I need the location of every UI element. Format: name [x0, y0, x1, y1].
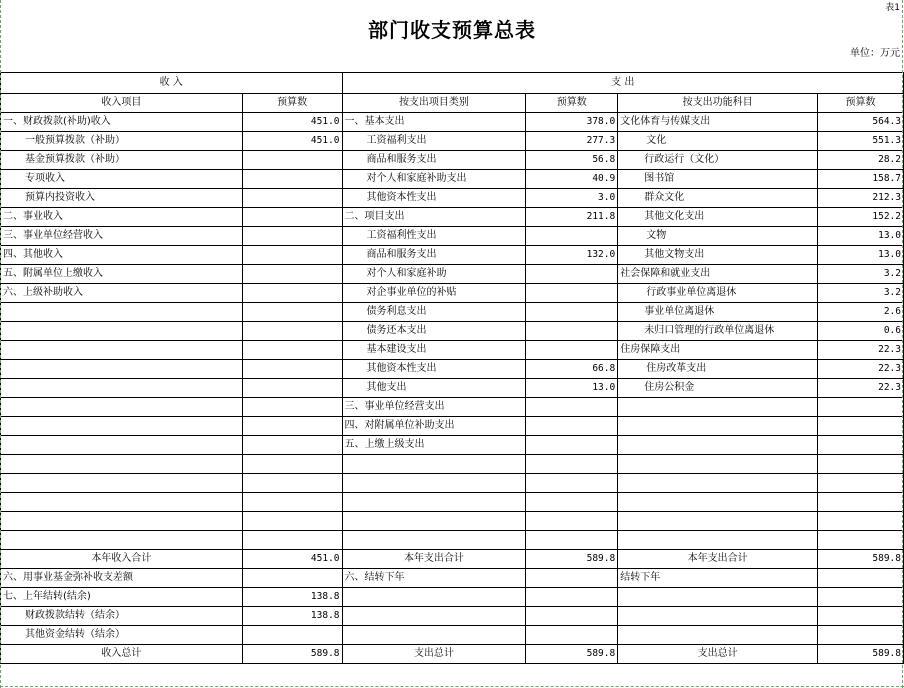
func-budget-cell: 13.0 — [818, 227, 904, 246]
income-item-cell: 本年收入合计 — [1, 550, 243, 569]
sheet-number: 表1 — [885, 3, 900, 13]
econ-category-cell — [342, 455, 526, 474]
income-item-cell: 收入总计 — [1, 645, 243, 664]
income-item-cell: 预算内投资收入 — [1, 189, 243, 208]
func-subject-cell — [618, 493, 818, 512]
econ-category-cell — [342, 588, 526, 607]
econ-category-cell: 工资福利性支出 — [342, 227, 526, 246]
income-budget-cell — [242, 227, 342, 246]
func-budget-cell: 589.8 — [818, 550, 904, 569]
income-item-cell — [1, 493, 243, 512]
func-subject-cell — [618, 607, 818, 626]
table-row — [1, 227, 904, 246]
income-item-cell — [1, 455, 243, 474]
econ-budget-cell — [526, 284, 618, 303]
econ-budget-cell — [526, 512, 618, 531]
func-subject-cell: 文化 — [618, 132, 818, 151]
income-budget-cell — [242, 151, 342, 170]
table-row — [1, 113, 904, 132]
table-row — [1, 512, 904, 531]
econ-budget-cell: 13.0 — [526, 379, 618, 398]
income-item-cell: 其他资金结转（结余） — [1, 626, 243, 645]
func-subject-cell: 行政事业单位离退休 — [618, 284, 818, 303]
func-budget-cell: 22.3 — [818, 360, 904, 379]
income-item-cell: 一般预算拨款（补助） — [1, 132, 243, 151]
econ-category-cell: 对个人和家庭补助支出 — [342, 170, 526, 189]
econ-category-cell: 六、结转下年 — [342, 569, 526, 588]
econ-category-cell: 商品和服务支出 — [342, 151, 526, 170]
header-row-2 — [1, 94, 904, 113]
econ-budget-header: 预算数 — [526, 94, 618, 113]
econ-budget-cell — [526, 417, 618, 436]
table-row — [1, 170, 904, 189]
income-item-cell: 专项收入 — [1, 170, 243, 189]
func-subject-cell — [618, 531, 818, 550]
econ-budget-cell: 589.8 — [526, 645, 618, 664]
econ-budget-cell — [526, 455, 618, 474]
income-budget-cell — [242, 474, 342, 493]
func-subject-header: 按支出功能科目 — [618, 94, 818, 113]
income-budget-cell — [242, 189, 342, 208]
income-budget-cell — [242, 265, 342, 284]
income-item-cell — [1, 531, 243, 550]
table-row — [1, 474, 904, 493]
func-subject-cell: 住房改革支出 — [618, 360, 818, 379]
income-budget-header: 预算数 — [242, 94, 342, 113]
econ-category-cell: 其他资本性支出 — [342, 360, 526, 379]
func-subject-cell: 文化体育与传媒支出 — [618, 113, 818, 132]
income-item-cell: 四、其他收入 — [1, 246, 243, 265]
func-budget-cell: 551.3 — [818, 132, 904, 151]
econ-budget-cell — [526, 398, 618, 417]
econ-budget-cell: 277.3 — [526, 132, 618, 151]
income-budget-cell — [242, 284, 342, 303]
func-budget-cell — [818, 607, 904, 626]
econ-category-cell: 商品和服务支出 — [342, 246, 526, 265]
func-budget-cell: 3.2 — [818, 265, 904, 284]
table-row — [1, 417, 904, 436]
table-row — [1, 208, 904, 227]
econ-category-cell — [342, 512, 526, 531]
econ-budget-cell — [526, 531, 618, 550]
income-budget-cell — [242, 322, 342, 341]
income-budget-cell: 451.0 — [242, 132, 342, 151]
table-row — [1, 360, 904, 379]
func-budget-cell: 589.8 — [818, 645, 904, 664]
func-budget-cell: 212.3 — [818, 189, 904, 208]
income-budget-cell: 138.8 — [242, 607, 342, 626]
func-budget-cell: 2.6 — [818, 303, 904, 322]
econ-budget-cell — [526, 493, 618, 512]
table-row — [1, 246, 904, 265]
income-budget-cell: 589.8 — [242, 645, 342, 664]
income-item-cell: 六、用事业基金弥补收支差额 — [1, 569, 243, 588]
table-row — [1, 132, 904, 151]
func-budget-cell — [818, 588, 904, 607]
econ-category-cell — [342, 493, 526, 512]
income-budget-cell — [242, 303, 342, 322]
page-border-left — [0, 0, 1, 688]
func-budget-cell: 28.2 — [818, 151, 904, 170]
func-subject-cell — [618, 417, 818, 436]
table-row — [1, 645, 904, 664]
func-budget-cell — [818, 512, 904, 531]
income-budget-cell — [242, 493, 342, 512]
func-subject-cell — [618, 588, 818, 607]
func-subject-cell: 群众文化 — [618, 189, 818, 208]
income-item-cell: 六、上级补助收入 — [1, 284, 243, 303]
func-budget-cell — [818, 436, 904, 455]
table-row — [1, 531, 904, 550]
table-row — [1, 493, 904, 512]
func-subject-cell: 住房保障支出 — [618, 341, 818, 360]
income-header: 收 入 — [1, 73, 343, 94]
econ-category-cell: 基本建设支出 — [342, 341, 526, 360]
func-budget-cell — [818, 417, 904, 436]
econ-budget-cell — [526, 607, 618, 626]
income-item-cell — [1, 303, 243, 322]
income-budget-cell — [242, 417, 342, 436]
econ-budget-cell: 66.8 — [526, 360, 618, 379]
table-row — [1, 265, 904, 284]
func-budget-cell: 152.2 — [818, 208, 904, 227]
income-budget-cell: 451.0 — [242, 550, 342, 569]
table-row — [1, 550, 904, 569]
func-subject-cell: 其他文物支出 — [618, 246, 818, 265]
income-item-cell: 二、事业收入 — [1, 208, 243, 227]
econ-budget-cell — [526, 322, 618, 341]
func-budget-cell — [818, 531, 904, 550]
econ-budget-cell — [526, 265, 618, 284]
income-item-cell — [1, 436, 243, 455]
income-budget-cell — [242, 170, 342, 189]
table-row — [1, 398, 904, 417]
econ-budget-cell — [526, 341, 618, 360]
income-item-cell: 一、财政拨款(补助)收入 — [1, 113, 243, 132]
econ-category-cell: 一、基本支出 — [342, 113, 526, 132]
econ-category-cell — [342, 607, 526, 626]
func-subject-cell — [618, 436, 818, 455]
income-budget-cell — [242, 455, 342, 474]
func-subject-cell: 未归口管理的行政单位离退休 — [618, 322, 818, 341]
econ-category-cell: 五、上缴上级支出 — [342, 436, 526, 455]
unit-label: 单位：万元 — [850, 48, 900, 59]
func-subject-cell: 本年支出合计 — [618, 550, 818, 569]
func-budget-cell — [818, 398, 904, 417]
func-subject-cell: 文物 — [618, 227, 818, 246]
econ-category-cell: 三、事业单位经营支出 — [342, 398, 526, 417]
income-budget-cell — [242, 531, 342, 550]
func-budget-cell — [818, 455, 904, 474]
table-row — [1, 436, 904, 455]
econ-budget-cell — [526, 474, 618, 493]
income-item-cell: 三、事业单位经营收入 — [1, 227, 243, 246]
econ-budget-cell — [526, 436, 618, 455]
func-budget-cell — [818, 626, 904, 645]
econ-category-cell: 其他资本性支出 — [342, 189, 526, 208]
func-subject-cell: 住房公积金 — [618, 379, 818, 398]
func-budget-cell: 13.0 — [818, 246, 904, 265]
econ-budget-cell — [526, 626, 618, 645]
income-item-cell — [1, 341, 243, 360]
expense-header: 支 出 — [342, 73, 903, 94]
econ-category-cell: 本年支出合计 — [342, 550, 526, 569]
func-subject-cell: 其他文化支出 — [618, 208, 818, 227]
income-item-cell — [1, 360, 243, 379]
header-row-1 — [1, 73, 904, 94]
func-budget-cell — [818, 474, 904, 493]
func-budget-cell — [818, 493, 904, 512]
econ-budget-cell — [526, 588, 618, 607]
func-budget-cell: 22.3 — [818, 341, 904, 360]
func-subject-cell: 图书馆 — [618, 170, 818, 189]
income-budget-cell — [242, 569, 342, 588]
table-row — [1, 284, 904, 303]
econ-category-cell: 其他支出 — [342, 379, 526, 398]
income-budget-cell: 451.0 — [242, 113, 342, 132]
econ-category-cell — [342, 626, 526, 645]
econ-category-cell: 债务还本支出 — [342, 322, 526, 341]
econ-budget-cell — [526, 569, 618, 588]
table-row — [1, 189, 904, 208]
econ-budget-cell — [526, 227, 618, 246]
econ-category-cell: 二、项目支出 — [342, 208, 526, 227]
income-item-cell: 七、上年结转(结余) — [1, 588, 243, 607]
table-row — [1, 303, 904, 322]
income-budget-cell — [242, 398, 342, 417]
income-budget-cell — [242, 436, 342, 455]
func-subject-cell: 行政运行（文化） — [618, 151, 818, 170]
table-row — [1, 455, 904, 474]
table-row — [1, 379, 904, 398]
income-budget-cell — [242, 208, 342, 227]
income-budget-cell: 138.8 — [242, 588, 342, 607]
econ-budget-cell: 589.8 — [526, 550, 618, 569]
func-budget-cell: 3.2 — [818, 284, 904, 303]
econ-budget-cell: 132.0 — [526, 246, 618, 265]
income-item-cell — [1, 512, 243, 531]
income-item-cell — [1, 322, 243, 341]
econ-budget-cell: 40.9 — [526, 170, 618, 189]
func-subject-cell: 结转下年 — [618, 569, 818, 588]
income-budget-cell — [242, 626, 342, 645]
income-item-cell — [1, 474, 243, 493]
econ-category-cell: 支出总计 — [342, 645, 526, 664]
func-budget-cell — [818, 569, 904, 588]
econ-budget-cell — [526, 303, 618, 322]
econ-budget-cell: 211.8 — [526, 208, 618, 227]
income-budget-cell — [242, 360, 342, 379]
econ-budget-cell: 56.8 — [526, 151, 618, 170]
econ-category-cell: 对个人和家庭补助 — [342, 265, 526, 284]
func-subject-cell: 社会保障和就业支出 — [618, 265, 818, 284]
econ-category-cell: 对企事业单位的补贴 — [342, 284, 526, 303]
page-border-right — [902, 0, 903, 688]
income-budget-cell — [242, 512, 342, 531]
income-item-cell — [1, 398, 243, 417]
income-item-cell — [1, 417, 243, 436]
table-row — [1, 607, 904, 626]
econ-category-cell: 债务利息支出 — [342, 303, 526, 322]
income-budget-cell — [242, 246, 342, 265]
income-item-cell: 基金预算拨款（补助） — [1, 151, 243, 170]
table-row — [1, 588, 904, 607]
func-budget-cell: 564.3 — [818, 113, 904, 132]
func-budget-header: 预算数 — [818, 94, 904, 113]
func-budget-cell: 158.7 — [818, 170, 904, 189]
func-subject-cell — [618, 455, 818, 474]
table-row — [1, 341, 904, 360]
func-subject-cell: 支出总计 — [618, 645, 818, 664]
budget-table — [0, 72, 904, 664]
econ-category-cell — [342, 531, 526, 550]
func-subject-cell — [618, 474, 818, 493]
page-title: 部门收支预算总表 — [368, 18, 536, 42]
func-subject-cell — [618, 512, 818, 531]
income-budget-cell — [242, 341, 342, 360]
table-row — [1, 322, 904, 341]
income-item-cell: 财政拨款结转（结余） — [1, 607, 243, 626]
econ-category-header: 按支出项目类别 — [342, 94, 526, 113]
econ-budget-cell: 3.0 — [526, 189, 618, 208]
func-budget-cell: 22.3 — [818, 379, 904, 398]
table-row — [1, 626, 904, 645]
income-item-cell — [1, 379, 243, 398]
func-budget-cell: 0.6 — [818, 322, 904, 341]
econ-budget-cell: 378.0 — [526, 113, 618, 132]
econ-category-cell: 四、对附属单位补助支出 — [342, 417, 526, 436]
func-subject-cell: 事业单位离退休 — [618, 303, 818, 322]
table-row — [1, 151, 904, 170]
table-row — [1, 569, 904, 588]
income-budget-cell — [242, 379, 342, 398]
func-subject-cell — [618, 626, 818, 645]
func-subject-cell — [618, 398, 818, 417]
income-item-cell: 五、附属单位上缴收入 — [1, 265, 243, 284]
econ-category-cell — [342, 474, 526, 493]
income-item-header: 收入项目 — [1, 94, 243, 113]
econ-category-cell: 工资福利支出 — [342, 132, 526, 151]
page-break-line — [0, 686, 904, 687]
